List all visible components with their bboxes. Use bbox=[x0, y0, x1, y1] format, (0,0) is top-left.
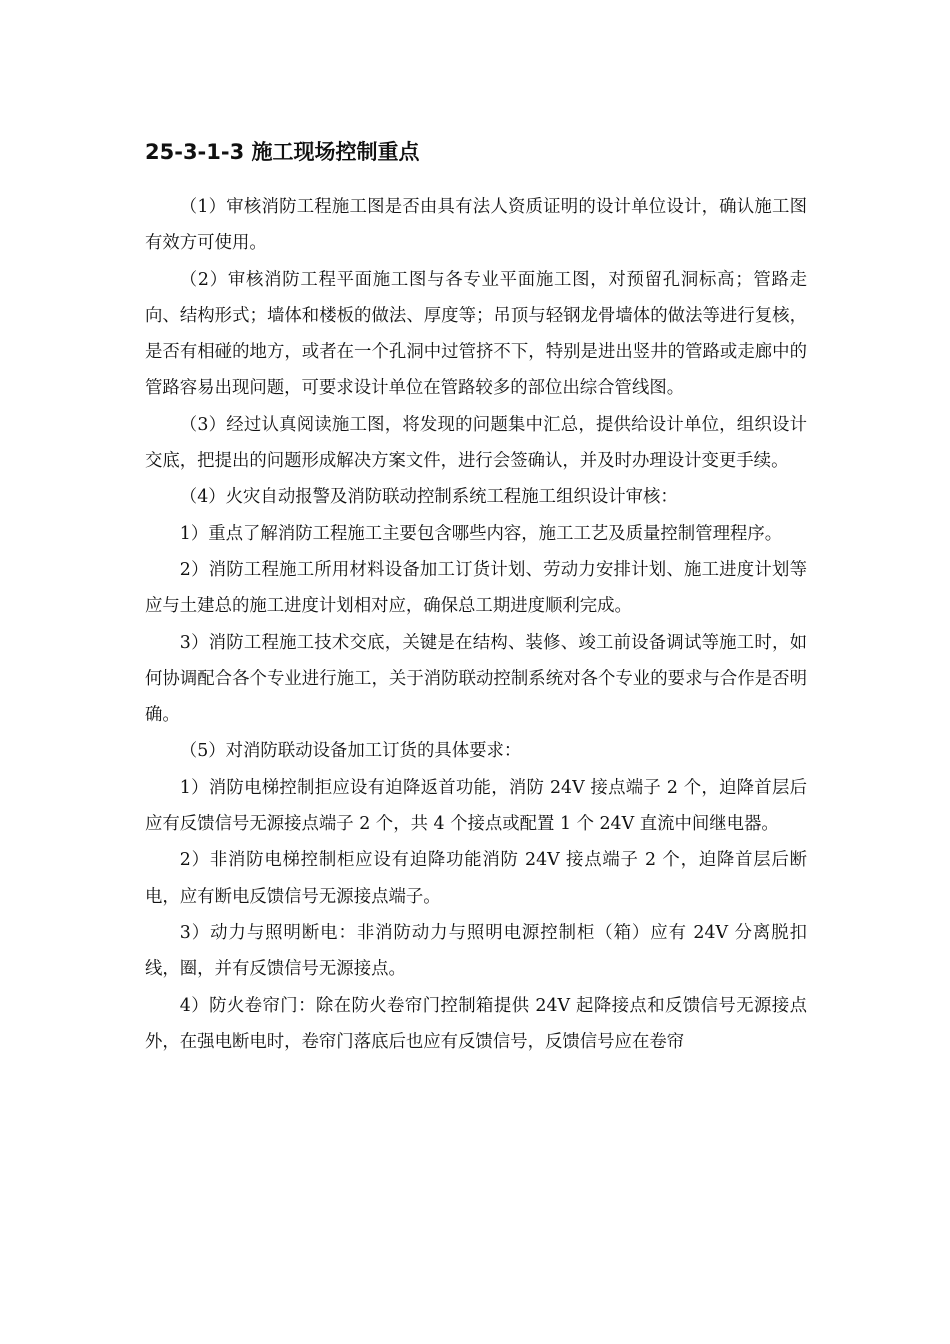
paragraph-5: （5）对消防联动设备加工订货的具体要求： bbox=[179, 741, 522, 762]
body-text bbox=[145, 189, 807, 1060]
paragraph-5-item-1: 1）消防电梯控制拒应设有迫降返首功能，消防 24V 接点端子 2 个，迫降首层后应有反馈信号无源接点端子 2 个，共 4 个接点或配置 1 个 24V 直流中间继电器。 bbox=[145, 777, 807, 835]
paragraph-5-item-2: 2）非消防电梯控制柜应设有迫降功能消防 24V 接点端子 2 个，迫降首层后断电，应有断电反馈信号无源接点端子。 bbox=[145, 850, 807, 907]
paragraph-4-item-2: 2）消防工程施工所用材料设备加工订货计划、劳动力安排计划、施工进度计划等应与土建总的施工进度计划相对应，确保总工期进度顺利完成。 bbox=[145, 559, 807, 617]
paragraph-2: （2）审核消防工程平面施工图与各专业平面施工图，对预留孔洞标高；管路走向、结构形式；墙体和楼板的做法、厚度等；吊顶与轻钢龙骨墙体的做法等进行复核，是否有相碰的地方，或者在一个孔洞中过管挤不下，特别是进出竖井的管路或走廊中的管路容易出现问题，可要求设计单位在管路较多的部位出综合管线图。 bbox=[145, 269, 807, 399]
paragraph-1: （1）审核消防工程施工图是否由具有法人资质证明的设计单位设计，确认施工图有效方可使用。 bbox=[145, 197, 807, 254]
section-heading: 25-3-1-3 施工现场控制重点 bbox=[145, 140, 420, 164]
paragraph-4: （4）火灾自动报警及消防联动控制系统工程施工组织设计审核： bbox=[179, 487, 678, 508]
paragraph-5-item-3: 3）动力与照明断电：非消防动力与照明电源控制柜（箱）应有 24V 分离脱扣线，圈，并有反馈信号无源接点。 bbox=[145, 922, 807, 980]
paragraph-5-item-4: 4）防火卷帘门：除在防火卷帘门控制箱提供 24V 起降接点和反馈信号无源接点外，在强电断电时，卷帘门落底后也应有反馈信号，反馈信号应在卷帘 bbox=[145, 995, 807, 1052]
paragraph-3: （3）经过认真阅读施工图，将发现的问题集中汇总，提供给设计单位，组织设计交底，把提出的问题形成解决方案文件，进行会签确认，并及时办理设计变更手续。 bbox=[145, 414, 807, 472]
paragraph-4-item-3: 3）消防工程施工技术交底，关键是在结构、装修、竣工前设备调试等施工时，如何协调配合各个专业进行施工，关于消防联动控制系统对各个专业的要求与合作是否明确。 bbox=[145, 632, 807, 726]
paragraph-4-item-1: 1）重点了解消防工程施工主要包含哪些内容，施工工艺及质量控制管理程序。 bbox=[179, 523, 783, 544]
